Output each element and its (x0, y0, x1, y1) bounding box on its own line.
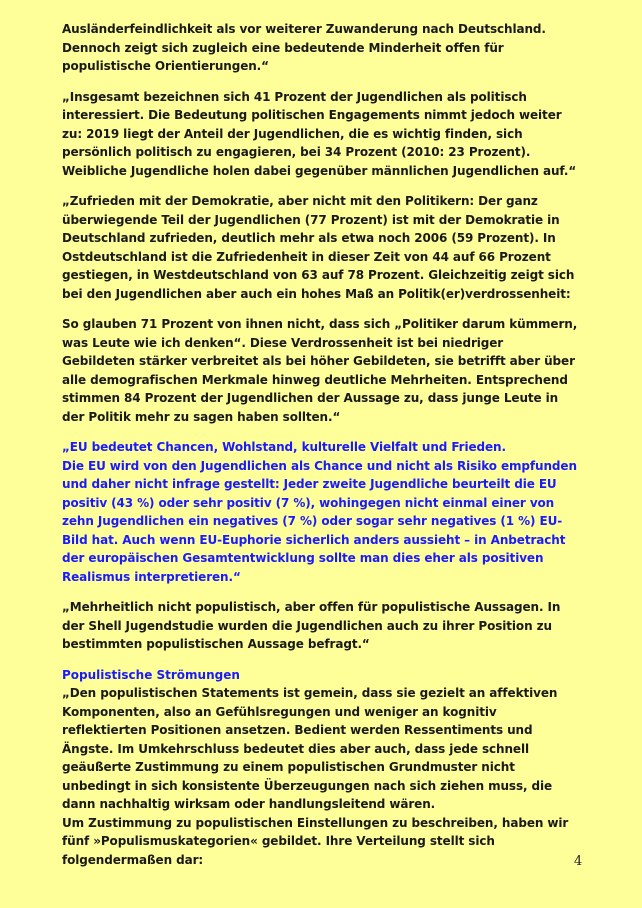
paragraph-democracy-satisfaction: „Zufrieden mit der Demokratie, aber nicht mit den Politikern: Der ganz überwiegende Teil der Jugendlichen (77 Prozent) ist mit der Demokratie in Deutschland zufrieden, deutlich mehr als etwa noch 2006 (59 Prozent). In Ostdeutschland ist die Zufriedenheit in dieser Zeit von 44 auf 66 Prozent gestiegen, in Westdeutschland von 63 auf 78 Prozent. Gleichzeitig zeigt sich bei den Jugendlichen aber auch ein hohes Maß an Politik(er)verdrossenheit: (62, 194, 575, 301)
paragraph-eu-opportunities (62, 438, 578, 586)
paragraph-politician-distrust: So glauben 71 Prozent von ihnen nicht, dass sich „Politiker darum kümmern, was Leute wie ich denken“. Diese Verdrossenheit ist bei niedriger Gebildeten stärker verbreitet als bei höher Gebildeten, sie betrifft aber über alle demografischen Merkmale hinweg deutliche Mehrheiten. Entsprechend stimmen 84 Prozent der Jugendlichen der Aussage zu, dass junge Leute in der Politik mehr zu sagen haben sollten.“ (62, 317, 578, 424)
paragraph-political-interest: „Insgesamt bezeichnen sich 41 Prozent der Jugendlichen als politisch interessiert. Die Bedeutung politischen Engagements nimmt jedoch weiter zu: 2019 liegt der Anteil der Jugendlichen, die es wichtig finden, sich persönlich politisch zu engagieren, bei 34 Prozent (2010: 23 Prozent). Weibliche Jugendliche holen dabei gegenüber männlichen Jugendlichen auf.“ (62, 89, 577, 178)
paragraph-populist-statements: „Den populistischen Statements ist gemein, dass sie gezielt an affektiven Komponenten, also an Gefühlsregungen und weniger an kognitiv reflektierten Positionen ansetzen. Bedient werden Ressentiments und Ängste. Im Umkehrschluss bedeutet dies aber auch, dass jede schnell geäußerte Zustimmung zu einem populistischen Grundmuster nicht unbedingt in sich konsistente Überzeugungen nach sich ziehen muss, die dann nachhaltig wirksam oder handlungsleitend wären. (62, 686, 558, 811)
eu-text: „EU bedeutet Chancen, Wohlstand, kulturelle Vielfalt und Frieden. Die EU wird von den Jugendlichen als Chance und nicht als Risiko empfunden und daher nicht infrage gestellt: Jeder zweite Jugendliche beurteilt die EU positiv (43 %) oder sehr positiv (7 %), wohingegen nicht einmal einer von zehn Jugendlichen ein negatives (7 %) oder sogar sehr negatives (1 %) EU-Bild hat. Auch wenn EU-Euphorie sicherlich anders aussieht – in Anbetracht der europäischen Gesamtentwicklung sollte man dies eher als positiven Realismus interpretieren.“ (62, 440, 577, 584)
document-page (62, 20, 578, 869)
paragraph-intro: Ausländerfeindlichkeit als vor weiterer Zuwanderung nach Deutschland. Dennoch zeigt sich zugleich eine bedeutende Minderheit offen für populistische Orientierungen.“ (62, 22, 546, 73)
section-heading-populist-currents: Populistische Strömungen (62, 667, 240, 682)
page-number: 4 (574, 854, 583, 869)
paragraph-populism-categories: Um Zustimmung zu populistischen Einstellungen zu beschreiben, haben wir fünf »Populismuskategorien« gebildet. Ihre Verteilung stellt sich folgendermaßen dar: (62, 815, 569, 867)
paragraph-populist-openness: „Mehrheitlich nicht populistisch, aber offen für populistische Aussagen. In der Shell Jugendstudie wurden die Jugendlichen auch zu ihrer Position zu bestimmten populistischen Aussage befragt.“ (62, 600, 561, 651)
